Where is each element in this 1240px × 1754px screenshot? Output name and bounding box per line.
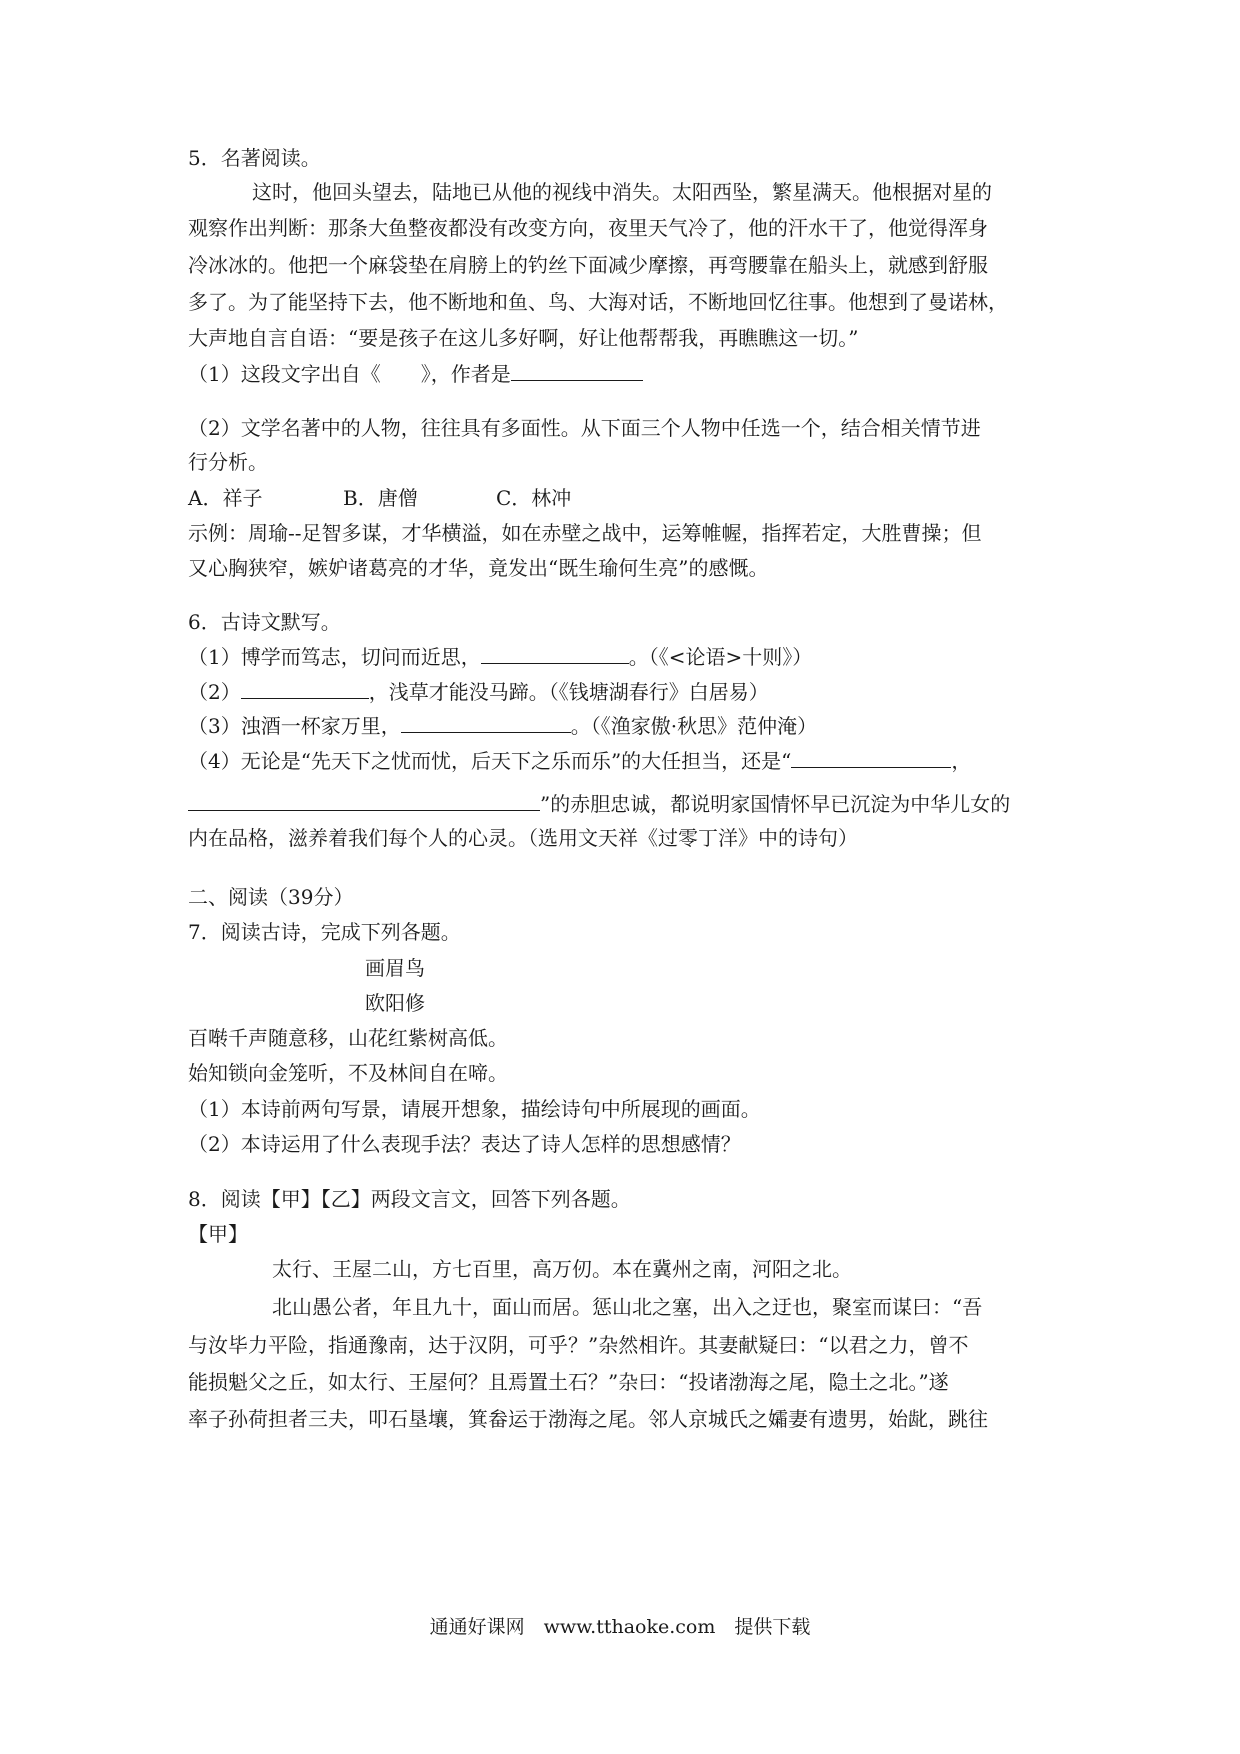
q6-item-4-comma: ， bbox=[951, 749, 972, 773]
q5-passage-line-5: 大声地自言自语：“要是孩子在这儿多好啊，好让他帮帮我，再瞧瞧这一切。” bbox=[188, 326, 859, 350]
q6-item-1-text: （1）博学而笃志，切问而近思， bbox=[188, 645, 481, 669]
q6-item-4-text: （4）无论是“先天下之忧而忧，后天下之乐而乐”的大任担当，还是“ bbox=[188, 749, 792, 773]
q8-para-2-line-4: 率子孙荷担者三夫，叩石垦壤，箕畚运于渤海之尾。邻人京城氏之孀妻有遗男，始龀，跳往 bbox=[188, 1407, 988, 1431]
q5-passage-line-2: 观察作出判断：那条大鱼整夜都没有改变方向，夜里天气冷了，他的汗水干了，他觉得浑身 bbox=[188, 216, 988, 240]
q8-para-2-line-2: 与汝毕力平险，指通豫南，达于汉阴，可乎？”杂然相许。其妻献疑曰：“以君之力，曾不 bbox=[188, 1333, 969, 1357]
q7-poem-line-2: 始知锁向金笼听，不及林间自在啼。 bbox=[188, 1061, 508, 1085]
q5-sub2-line-2: 行分析。 bbox=[188, 450, 268, 474]
q8-label-jia: 【甲】 bbox=[188, 1222, 248, 1246]
q7-poem-title: 画眉鸟 bbox=[365, 956, 425, 980]
q8-para-1: 太行、王屋二山，方七百里，高万仞。本在冀州之南，河阳之北。 bbox=[272, 1257, 852, 1281]
q5-passage-line-3: 冷冰冰的。他把一个麻袋垫在肩膀上的钓丝下面减少摩擦，再弯腰靠在船头上，就感到舒服 bbox=[188, 253, 988, 277]
q5-option-a: A．祥子 bbox=[188, 486, 263, 510]
q5-option-b: B．唐僧 bbox=[343, 486, 418, 510]
q5-sub1 bbox=[188, 358, 643, 389]
q5-title: 5．名著阅读。 bbox=[188, 146, 321, 170]
q6-item-4-end: 内在品格，滋养着我们每个人的心灵。（选用文天祥《过零丁洋》中的诗句） bbox=[188, 826, 858, 850]
q5-example-line-1: 示例：周瑜--足智多谋，才华横溢，如在赤壁之战中，运筹帷幄，指挥若定，大胜曹操；但 bbox=[188, 521, 982, 545]
q6-blank-1[interactable] bbox=[481, 641, 629, 664]
q6-item-4-cont bbox=[188, 788, 1010, 819]
q7-question-2: （2）本诗运用了什么表现手法？表达了诗人怎样的思想感情？ bbox=[188, 1132, 741, 1156]
q5-passage-line-4: 多了。为了能坚持下去，他不断地和鱼、鸟、大海对话，不断地回忆往事。他想到了曼诺林， bbox=[188, 290, 1008, 314]
q6-blank-4a[interactable] bbox=[791, 745, 951, 768]
q5-sub1-text: （1）这段文字出自《 》，作者是 bbox=[188, 362, 511, 386]
q8-title: 8．阅读【甲】【乙】两段文言文，回答下列各题。 bbox=[188, 1187, 631, 1211]
q6-item-3 bbox=[188, 710, 817, 741]
q6-item-4-cont-text: ”的赤胆忠诚，都说明家国情怀早已沉淀为中华儿女的 bbox=[540, 792, 1011, 816]
q6-item-3-text: （3）浊酒一杯家万里， bbox=[188, 714, 401, 738]
q6-blank-3[interactable] bbox=[401, 710, 571, 733]
q8-para-2-line-3: 能损魁父之丘，如太行、王屋何？且焉置土石？”杂曰：“投诸渤海之尾，隐土之北。”遂 bbox=[188, 1370, 949, 1394]
q6-blank-2[interactable] bbox=[241, 676, 369, 699]
q6-item-1-source: 。（《<论语>十则》） bbox=[628, 645, 813, 669]
q5-passage-line-1: 这时，他回头望去，陆地已从他的视线中消失。太阳西坠，繁星满天。他根据对星的 bbox=[252, 180, 992, 204]
q5-sub2-line-1: （2）文学名著中的人物，往往具有多面性。从下面三个人物中任选一个，结合相关情节进 bbox=[188, 416, 981, 440]
q7-question-1: （1）本诗前两句写景，请展开想象，描绘诗句中所展现的画面。 bbox=[188, 1097, 761, 1121]
q6-item-2 bbox=[188, 676, 769, 707]
page-footer: 通通好课网 www.tthaoke.com 提供下载 bbox=[429, 1616, 811, 1638]
q5-option-c: C．林冲 bbox=[496, 486, 572, 510]
q7-title: 7．阅读古诗，完成下列各题。 bbox=[188, 920, 461, 944]
q6-item-3-source: 。（《渔家傲·秋思》范仲淹） bbox=[570, 714, 818, 738]
q5-example-line-2: 又心胸狭窄，嫉妒诸葛亮的才华，竟发出“既生瑜何生亮”的感慨。 bbox=[188, 556, 769, 580]
q7-poem-line-1: 百啭千声随意移，山花红紫树高低。 bbox=[188, 1026, 508, 1050]
q6-blank-4b[interactable] bbox=[188, 788, 540, 811]
q6-item-1 bbox=[188, 641, 812, 672]
q6-item-4 bbox=[188, 745, 971, 776]
q5-author-blank[interactable] bbox=[511, 358, 643, 381]
q7-poem-author: 欧阳修 bbox=[365, 991, 425, 1015]
q8-para-2-line-1: 北山愚公者，年且九十，面山而居。惩山北之塞，出入之迂也，聚室而谋曰：“吾 bbox=[272, 1295, 983, 1319]
q6-item-2-text: ，浅草才能没马蹄。（《钱塘湖春行》白居易） bbox=[368, 680, 769, 704]
section-2-heading: 二、阅读（39分） bbox=[188, 885, 354, 909]
q6-title: 6．古诗文默写。 bbox=[188, 610, 341, 634]
q6-item-2-num: （2） bbox=[188, 680, 241, 704]
